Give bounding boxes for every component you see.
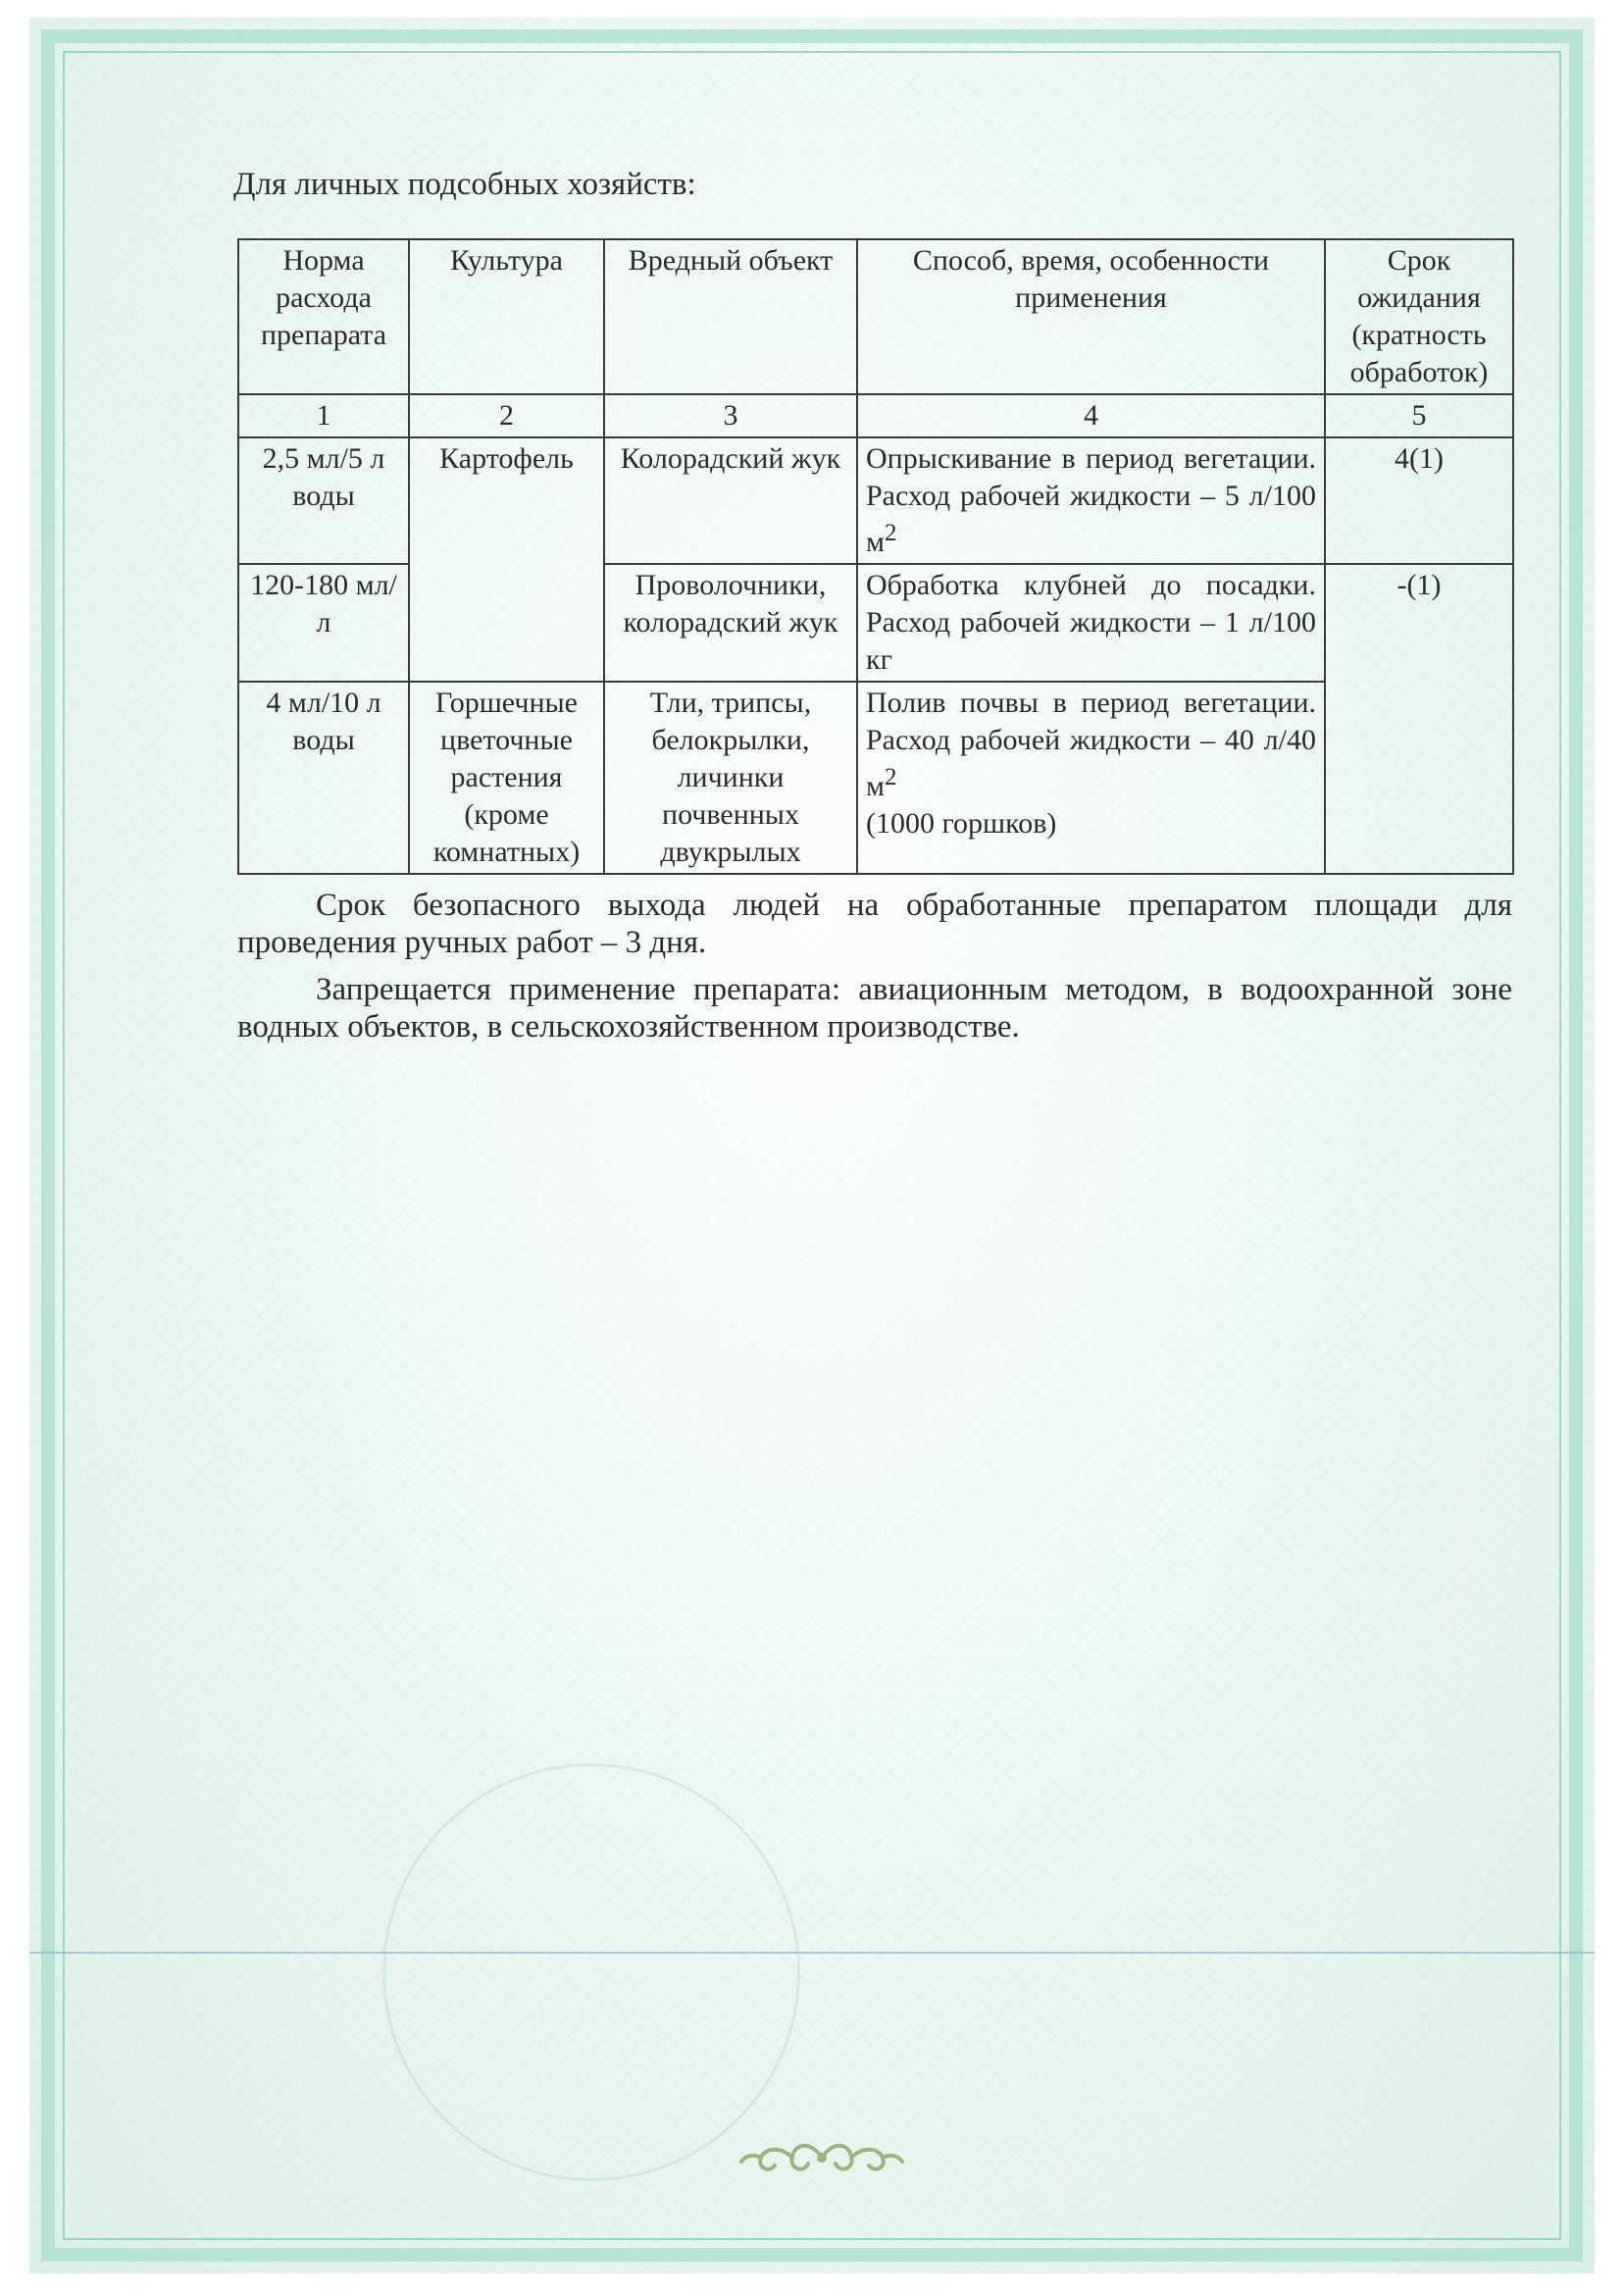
table-number-row [238, 394, 1513, 437]
column-number: 4 [857, 394, 1325, 437]
cell-norm: 2,5 мл/5 л воды [238, 437, 409, 564]
watermark-seal [382, 1763, 800, 2181]
column-number: 1 [238, 394, 409, 437]
cell-term: -(1) [1325, 564, 1513, 874]
cell-norm: 120-180 мл/л [238, 564, 409, 682]
cell-term: 4(1) [1325, 437, 1513, 564]
cell-method [857, 437, 1325, 564]
header-method: Способ, время, особенности применения [857, 239, 1325, 394]
cell-pest: Тли, трипсы, белокрылки, личинки почвенных двукрылых [604, 682, 857, 874]
ornament-icon [737, 2136, 906, 2179]
header-pest: Вредный объект [604, 239, 857, 394]
table-row [238, 437, 1513, 564]
cell-culture: Картофель [409, 437, 604, 682]
application-table [237, 238, 1514, 875]
column-number: 3 [604, 394, 857, 437]
section-heading: Для личных подсобных хозяйств: [233, 167, 696, 202]
method-text: Полив почвы в период вегетации. Расход рабочей жидкости – 40 л/40 м [866, 687, 1316, 802]
cell-norm: 4 мл/10 л воды [238, 682, 409, 874]
table-row [238, 682, 1513, 874]
horizontal-rule [29, 1952, 1595, 1954]
header-culture: Культура [409, 239, 604, 394]
cell-culture: Горшечные цветочные растения (кроме комнатных) [409, 682, 604, 874]
cell-pest: Проволочники, колорадский жук [604, 564, 857, 682]
method-text: Опрыскивание в период вегетации. Расход рабочей жидкости – 5 л/100 м [866, 442, 1316, 558]
header-norm: Норма расхода препарата [238, 239, 409, 394]
cell-pest: Колорадский жук [604, 437, 857, 564]
table-header-row [238, 239, 1513, 394]
method-text-extra: (1000 горшков) [866, 807, 1057, 840]
column-number: 2 [409, 394, 604, 437]
prohibition-paragraph: Запрещается применение препарата: авиационным методом, в водоохранной зоне водных объектов, в сельскохозяйственном производстве. [237, 972, 1512, 1045]
safe-exit-paragraph: Срок безопасного выхода людей на обработанные препаратом площади для проведения ручных работ – 3 дня. [237, 888, 1512, 960]
cell-method: Обработка клубней до посадки. Расход рабочей жидкости – 1 л/100 кг [857, 564, 1325, 682]
superscript: 2 [884, 764, 897, 790]
column-number: 5 [1325, 394, 1513, 437]
superscript: 2 [884, 520, 897, 546]
cell-method [857, 682, 1325, 874]
header-term: Срок ожидания (кратность обработок) [1325, 239, 1513, 394]
